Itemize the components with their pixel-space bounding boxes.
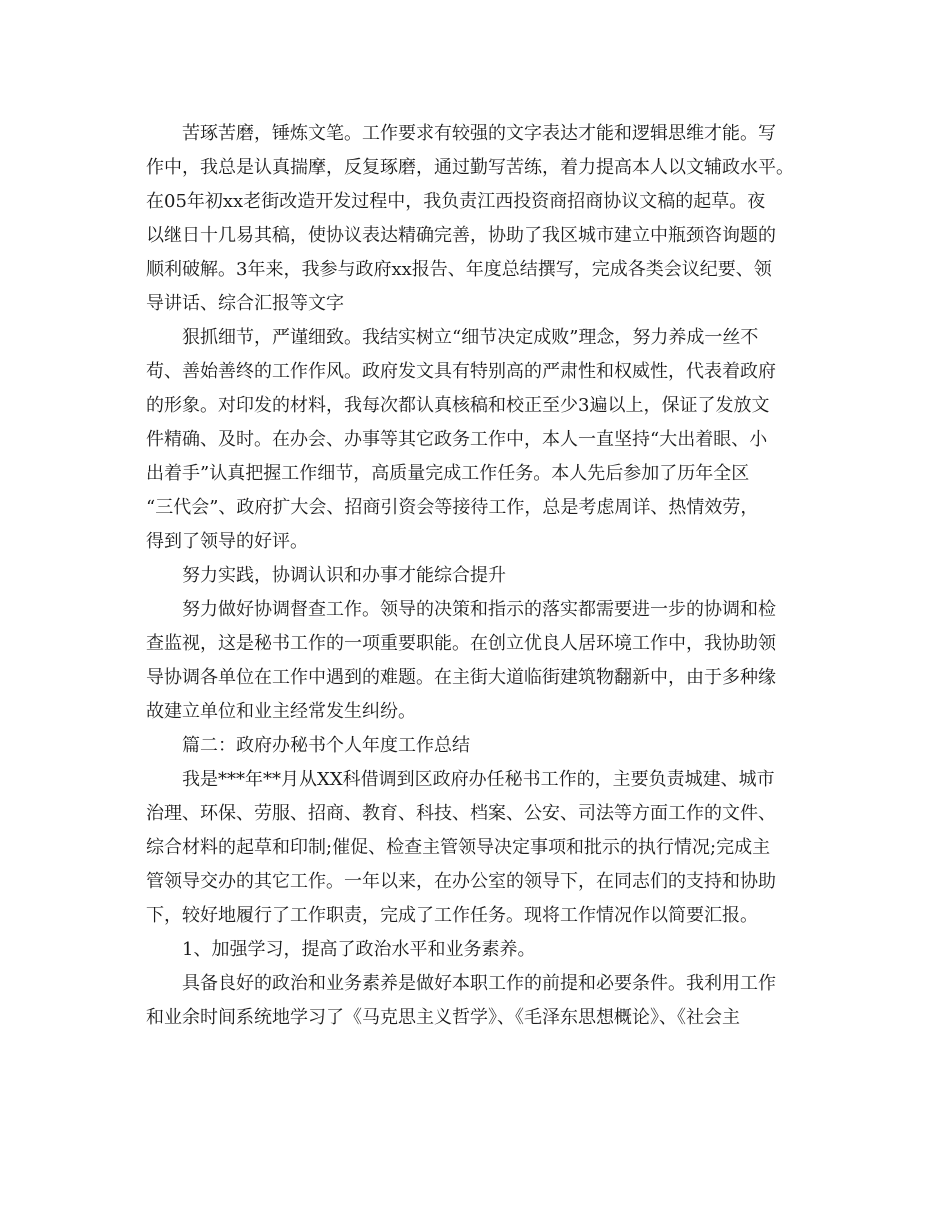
text-line: 故建立单位和业主经常发生纠纷。 — [146, 701, 416, 722]
text-line: “三代会”、政府扩大会、招商引资会等接待工作，总是考虑周详、热情效劳， — [146, 497, 759, 518]
text-line: 和业余时间系统地学习了《马克思主义哲学》、《毛泽东思想概论》、《社会主 — [146, 1007, 740, 1028]
text-line: 作中，我总是认真揣摩，反复琢磨，通过勤写苦练，着力提高本人以文辅政水平。 — [146, 157, 794, 178]
text-line: 治理、环保、劳服、招商、教育、科技、档案、公安、司法等方面工作的文件、 — [146, 803, 776, 824]
text-line: 努力实践，协调认识和办事才能综合提升 — [182, 565, 506, 586]
text-line: 导讲话、综合汇报等文字 — [146, 293, 344, 314]
text-line: 在05年初xx老街改造开发过程中，我负责江西投资商招商协议文稿的起草。夜 — [146, 191, 766, 212]
text-line: 出着手”认真把握工作细节，高质量完成工作任务。本人先后参加了历年全区 — [146, 463, 750, 484]
text-line: 1、加强学习，提高了政治水平和业务素养。 — [182, 939, 536, 960]
document-body — [146, 117, 814, 1035]
text-line: 苟、善始善终的工作作风。政府发文具有特别高的严肃性和权威性，代表着政府 — [146, 361, 776, 382]
text-line: 具备良好的政治和业务素养是做好本职工作的前提和必要条件。我利用工作 — [182, 973, 776, 994]
text-line: 查监视，这是秘书工作的一项重要职能。在创立优良人居环境工作中，我协助领 — [146, 633, 776, 654]
text-line: 的形象。对印发的材料，我每次都认真核稿和校正至少3遍以上，保证了发放文 — [146, 395, 770, 416]
text-line: 件精确、及时。在办会、办事等其它政务工作中，本人一直坚持“大出着眼、小 — [146, 429, 768, 450]
text-line: 狠抓细节，严谨细致。我结实树立“细节决定成败”理念，努力养成一丝不 — [182, 327, 759, 348]
text-line: 顺利破解。3年来，我参与政府xx报告、年度总结撰写，完成各类会议纪要、领 — [146, 259, 772, 280]
text-line: 篇二：政府办秘书个人年度工作总结 — [182, 735, 470, 756]
text-line: 综合材料的起草和印制;催促、检查主管领导决定事项和批示的执行情况;完成主 — [146, 837, 771, 858]
text-line: 得到了领导的好评。 — [146, 531, 308, 552]
text-line: 导协调各单位在工作中遇到的难题。在主街大道临街建筑物翻新中，由于多种缘 — [146, 667, 776, 688]
text-line: 管领导交办的其它工作。一年以来，在办公室的领导下，在同志们的支持和协助 — [146, 871, 776, 892]
text-line: 以继日十几易其稿，使协议表达精确完善，协助了我区城市建立中瓶颈咨询题的 — [146, 225, 776, 246]
text-line: 苦琢苦磨，锤炼文笔。工作要求有较强的文字表达才能和逻辑思维才能。写 — [182, 123, 776, 144]
text-line: 下，较好地履行了工作职责，完成了工作任务。现将工作情况作以简要汇报。 — [146, 905, 758, 926]
text-line: 努力做好协调督查工作。领导的决策和指示的落实都需要进一步的协调和检 — [182, 599, 776, 620]
text-line: 我是***年**月从XX科借调到区政府办任秘书工作的，主要负责城建、城市 — [182, 769, 775, 790]
